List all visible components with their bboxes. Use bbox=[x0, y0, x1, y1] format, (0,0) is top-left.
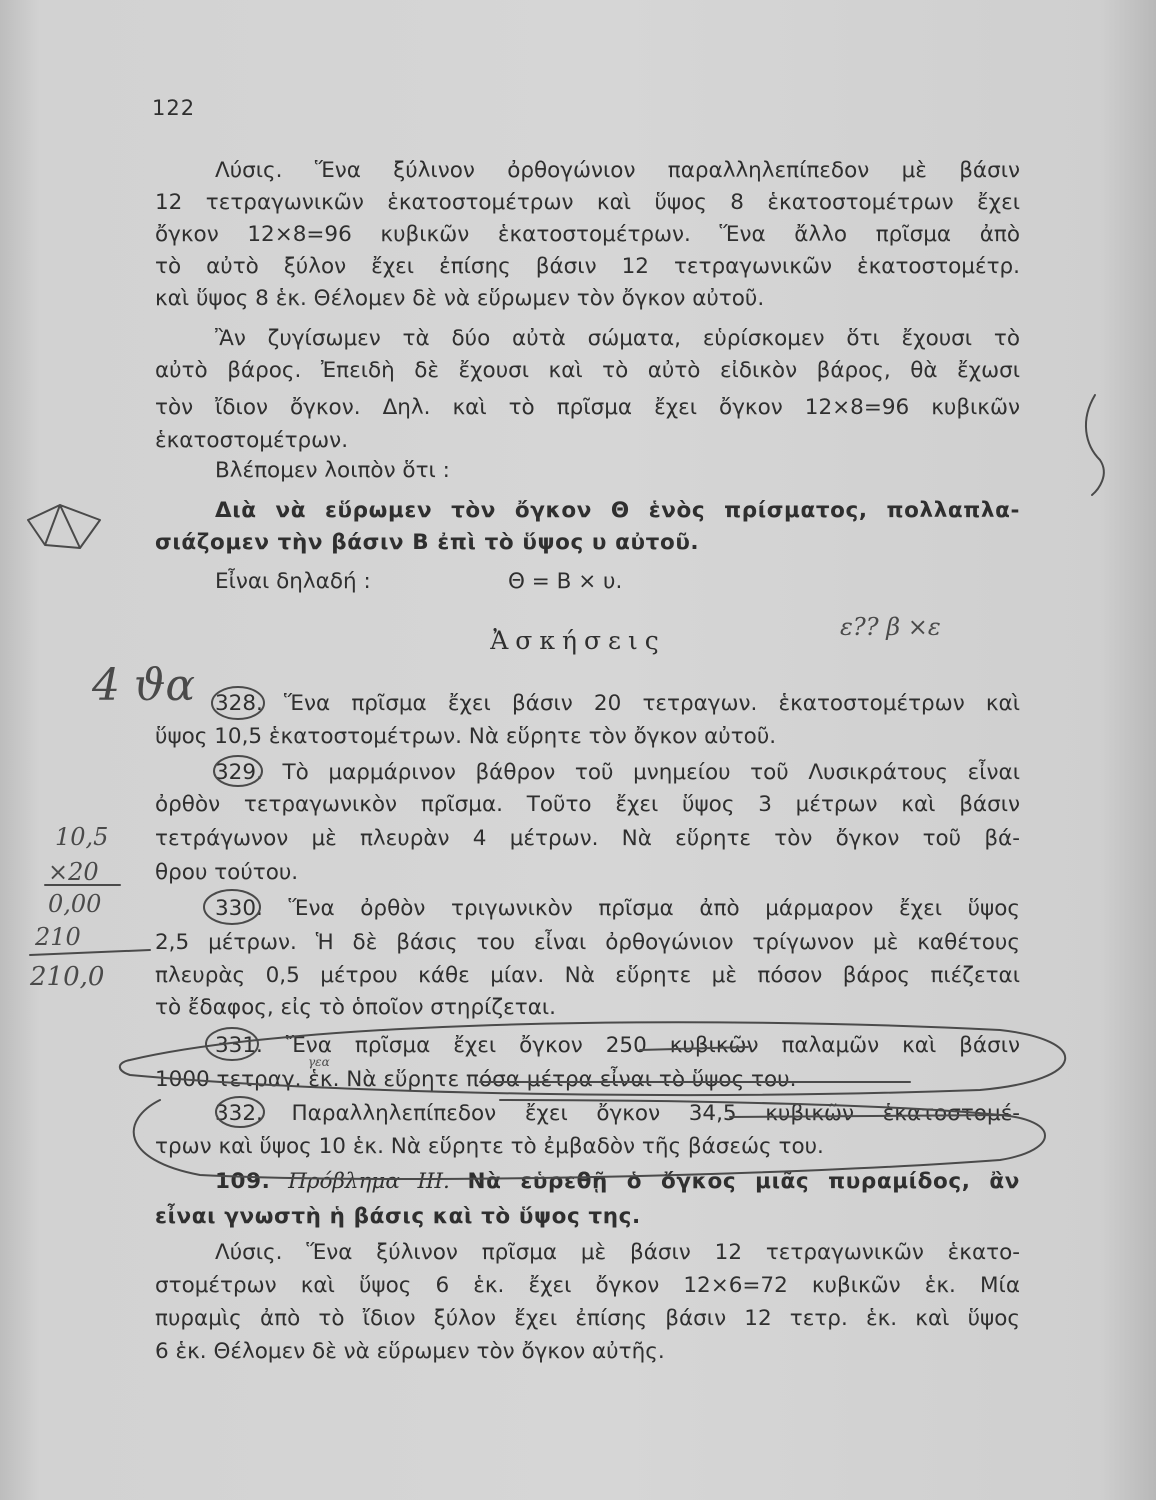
margin-calc: 210 bbox=[35, 923, 81, 951]
exercise-line: ὕψος 10,5 ἑκατοστομέτρων. Νὰ εὕρητε τὸν ὄγκον αὐτοῦ. bbox=[155, 724, 777, 749]
page-number: 122 bbox=[152, 96, 196, 120]
problem-title-line: εἶναι γνωστὴ ἡ βάσις καὶ τὸ ὕψος της. bbox=[155, 1204, 641, 1229]
text-line: 12 τετραγωνικῶν ἑκατοστομέτρων καὶ ὕψος 8 ἑκατοστομέτρων ἔχει bbox=[155, 190, 1020, 215]
formula-label: Εἶναι δηλαδή : bbox=[215, 569, 371, 594]
exercise-line: θρου τούτου. bbox=[155, 860, 299, 885]
text-line: 6 ἑκ. Θέλομεν δὲ νὰ εὕρωμεν τὸν ὄγκον αὐτῆς. bbox=[155, 1339, 665, 1364]
text-line: στομέτρων καὶ ὕψος 6 ἑκ. ἔχει ὄγκον 12×6=72 κυβικῶν ἑκ. Μία bbox=[155, 1273, 1020, 1298]
text-line: αὐτὸ βάρος. Ἐπειδὴ δὲ ἔχουσι καὶ τὸ αὐτὸ εἰδικὸν βάρος, θὰ ἔχωσι bbox=[155, 358, 1020, 383]
problem-number: 109. bbox=[215, 1169, 271, 1194]
exercise-line: 329. Τὸ μαρμάρινον βάθρον τοῦ μνημείου τοῦ Λυσικράτους εἶναι bbox=[215, 760, 1020, 785]
exercise-line: 1000 τετραγ. ἑκ. Νὰ εὕρητε πόσα μέτρα εἶναι τὸ ὕψος του. bbox=[155, 1067, 797, 1092]
text-line: τὸν ἴδιον ὄγκον. Δηλ. καὶ τὸ πρῖσμα ἔχει ὄγκον 12×8=96 κυβικῶν bbox=[155, 395, 1020, 420]
text-line: Βλέπομεν λοιπὸν ὅτι : bbox=[215, 458, 450, 483]
exercise-line: 330. Ἕνα ὀρθὸν τριγωνικὸν πρῖσμα ἀπὸ μάρμαρον ἔχει ὕψος bbox=[215, 896, 1020, 921]
text-line: Ἂν ζυγίσωμεν τὰ δύο αὐτὰ σώματα, εὑρίσκομεν ὅτι ἔχουσι τὸ bbox=[215, 326, 1020, 351]
text-line: καὶ ὕψος 8 ἑκ. Θέλομεν δὲ νὰ εὕρωμεν τὸν ὄγκον αὐτοῦ. bbox=[155, 286, 765, 311]
top-note: ε?? β ×ε bbox=[840, 613, 941, 641]
margin-calc: ×20 bbox=[48, 858, 99, 886]
margin-calc: 210,0 bbox=[30, 962, 105, 992]
problem-title: Νὰ εὑρεθῇ ὁ ὄγκος μιᾶς πυραμίδος, ἂν bbox=[467, 1169, 1021, 1194]
margin-calc: 0,00 bbox=[48, 890, 102, 918]
rule-line: Διὰ νὰ εὕρωμεν τὸν ὄγκον Θ ἑνὸς πρίσματος, πολλαπλα- bbox=[215, 498, 1020, 523]
margin-scribble-icon bbox=[1086, 395, 1104, 495]
text-line: ἑκατοστομέτρων. bbox=[155, 428, 349, 453]
exercise-line: τρων καὶ ὕψος 10 ἑκ. Νὰ εὕρητε τὸ ἐμβαδὸν τῆς βάσεώς του. bbox=[155, 1134, 824, 1159]
text-line: ὄγκον 12×8=96 κυβικῶν ἑκατοστομέτρων. Ἕνα ἄλλο πρῖσμα ἀπὸ bbox=[155, 222, 1020, 247]
exercise-line: ὀρθὸν τετραγωνικὸν πρῖσμα. Τοῦτο ἔχει ὕψος 3 μέτρων καὶ βάσιν bbox=[155, 792, 1020, 817]
rule-line: σιάζομεν τὴν βάσιν Β ἐπὶ τὸ ὕψος υ αὐτοῦ. bbox=[155, 530, 700, 555]
problem-label: Πρόβλημα ΙΙΙ. bbox=[288, 1169, 450, 1194]
note-331: γεα bbox=[308, 1055, 330, 1069]
volume-formula-row bbox=[215, 566, 623, 598]
exercise-line: 331. Ἕνα πρῖσμα ἔχει ὄγκον 250 κυβικῶν παλαμῶν καὶ βάσιν bbox=[215, 1033, 1020, 1058]
exercise-line: τὸ ἔδαφος, εἰς τὸ ὁποῖον στηρίζεται. bbox=[155, 995, 556, 1020]
exercise-line: 332. Παραλληλεπίπεδον ἔχει ὄγκον 34,5 κυβικῶν ἑκατοστομέ- bbox=[215, 1101, 1020, 1126]
exercise-line: 328. Ἕνα πρῖσμα ἔχει βάσιν 20 τετραγων. ἑκατοστομέτρων καὶ bbox=[215, 691, 1020, 716]
margin-calc: 10,5 bbox=[55, 823, 109, 851]
exercise-line: 2,5 μέτρων. Ἡ δὲ βάσις του εἶναι ὀρθογώνιον τρίγωνον μὲ καθέτους bbox=[155, 930, 1020, 955]
prism-sketch-icon bbox=[28, 505, 100, 548]
formula: Θ = Β × υ. bbox=[508, 569, 623, 594]
exercises-heading: Ἀσκήσεις bbox=[490, 626, 666, 655]
exercise-line: τετράγωνον μὲ πλευρὰν 4 μέτρων. Νὰ εὕρητε τὸν ὄγκον τοῦ βά- bbox=[155, 826, 1020, 851]
text-line: πυραμὶς ἀπὸ τὸ ἴδιον ξύλον ἔχει ἐπίσης βάσιν 12 τετρ. ἑκ. καὶ ὕψος bbox=[155, 1306, 1020, 1331]
text-line: Λύσις. Ἕνα ξύλινον πρῖσμα μὲ βάσιν 12 τετραγωνικῶν ἑκατο- bbox=[215, 1240, 1020, 1265]
problem-title-line bbox=[215, 1166, 1020, 1198]
margin-note: 4 ϑα bbox=[92, 660, 196, 711]
sum-line bbox=[30, 950, 150, 955]
text-line: Λύσις. Ἕνα ξύλινον ὀρθογώνιον παραλληλεπίπεδον μὲ βάσιν bbox=[215, 158, 1020, 183]
exercise-line: πλευρὰς 0,5 μέτρου κάθε μίαν. Νὰ εὕρητε μὲ πόσον βάρος πιέζεται bbox=[155, 963, 1020, 988]
text-line: τὸ αὐτὸ ξύλον ἔχει ἐπίσης βάσιν 12 τετραγωνικῶν ἑκατοστομέτρ. bbox=[155, 254, 1020, 279]
